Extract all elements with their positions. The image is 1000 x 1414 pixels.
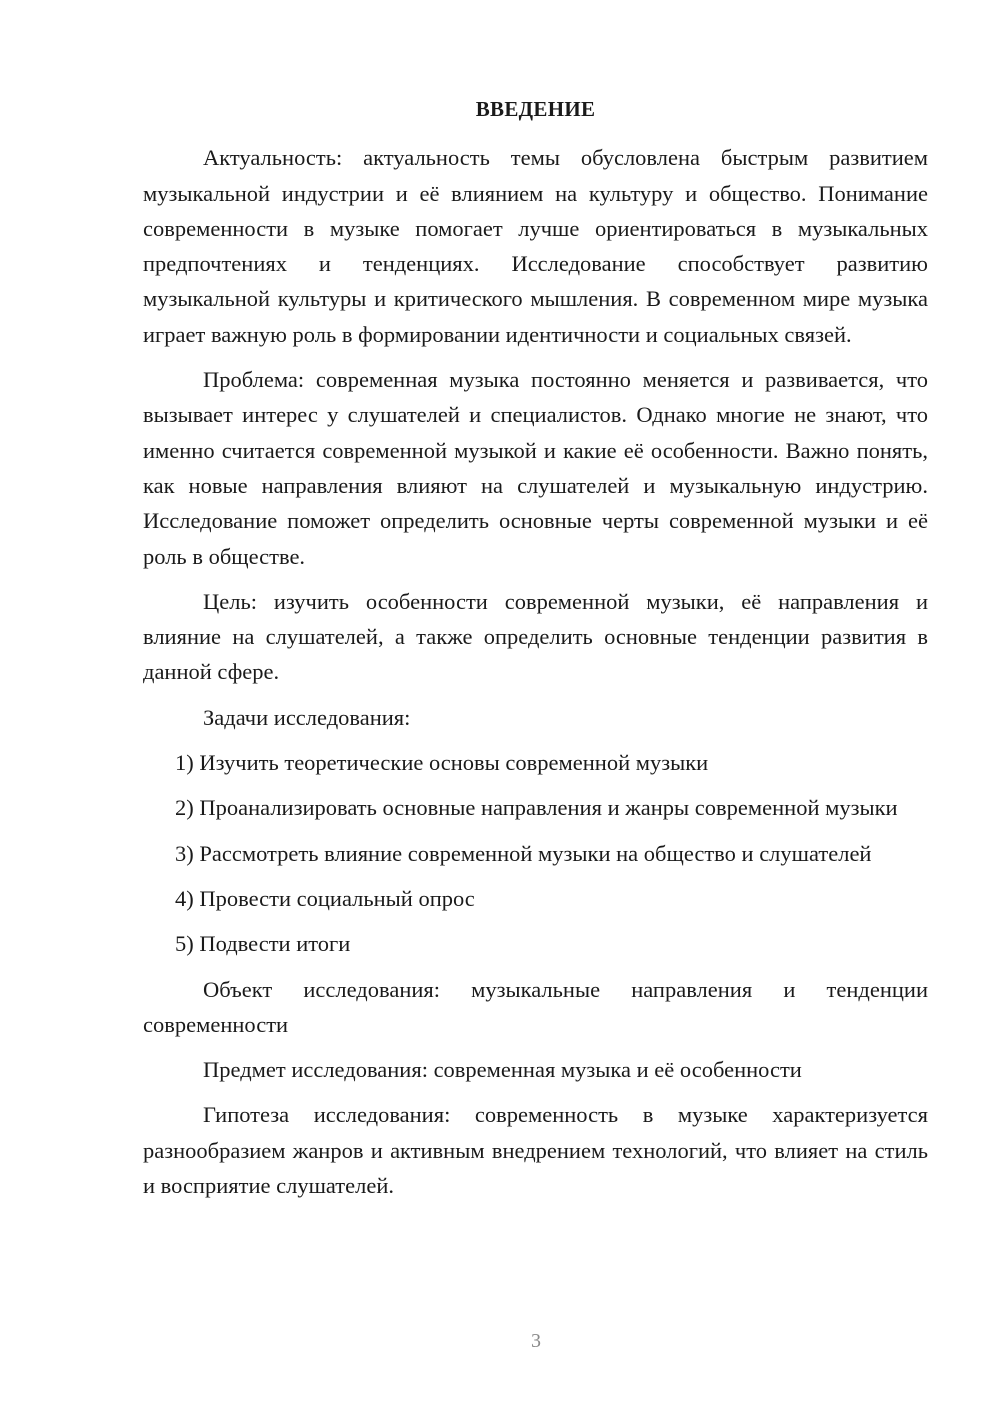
goal-paragraph: Цель: изучить особенности современной музыки, её направления и влияние на слушателей, а также определить основные тенденции развития в данной сфере. — [143, 588, 928, 685]
task-item: 1) Изучить теоретические основы современной музыки — [175, 750, 709, 776]
object-paragraph: Объект исследования: музыкальные направления и тенденции современности — [143, 976, 928, 1037]
task-item: 3) Рассмотреть влияние современной музыки на общество и слушателей — [175, 840, 872, 866]
page-title: ВВЕДЕНИЕ — [475, 97, 596, 121]
subject-paragraph: Предмет исследования: современная музыка и её особенности — [203, 1057, 802, 1083]
problem-paragraph: Проблема: современная музыка постоянно меняется и развивается, что вызывает интерес у слушателей и специалистов. Однако многие не знают, что именно считается современной музыкой и какие её особенности. Важно понять, как новые направления влияют на слушателей и музыкальную индустрию. Исследование поможет определить основные черты современной музыки и её роль в обществе. — [143, 367, 928, 569]
hypothesis-paragraph: Гипотеза исследования: современность в музыке характеризуется разнообразием жанров и активным внедрением технологий, что влияет на стиль и восприятие слушателей. — [143, 1102, 928, 1199]
task-item: 5) Подвести итоги — [175, 931, 351, 957]
task-item: 4) Провести социальный опрос — [175, 885, 475, 911]
task-item: 2) Проанализировать основные направления и жанры современной музыки — [175, 795, 898, 821]
document-page — [143, 92, 928, 1213]
relevance-paragraph: Актуальность: актуальность темы обусловлена быстрым развитием музыкальной индустрии и её влиянием на культуру и общество. Понимание современности в музыке помогает лучше ориентироваться в музыкальных предпочтениях и тенденциях. Исследование способствует развитию музыкальной культуры и критического мышления. В современном мире музыка играет важную роль в формировании идентичности и социальных связей. — [143, 145, 928, 347]
page-number: 3 — [531, 1330, 541, 1352]
tasks-heading: Задачи исследования: — [203, 704, 411, 730]
